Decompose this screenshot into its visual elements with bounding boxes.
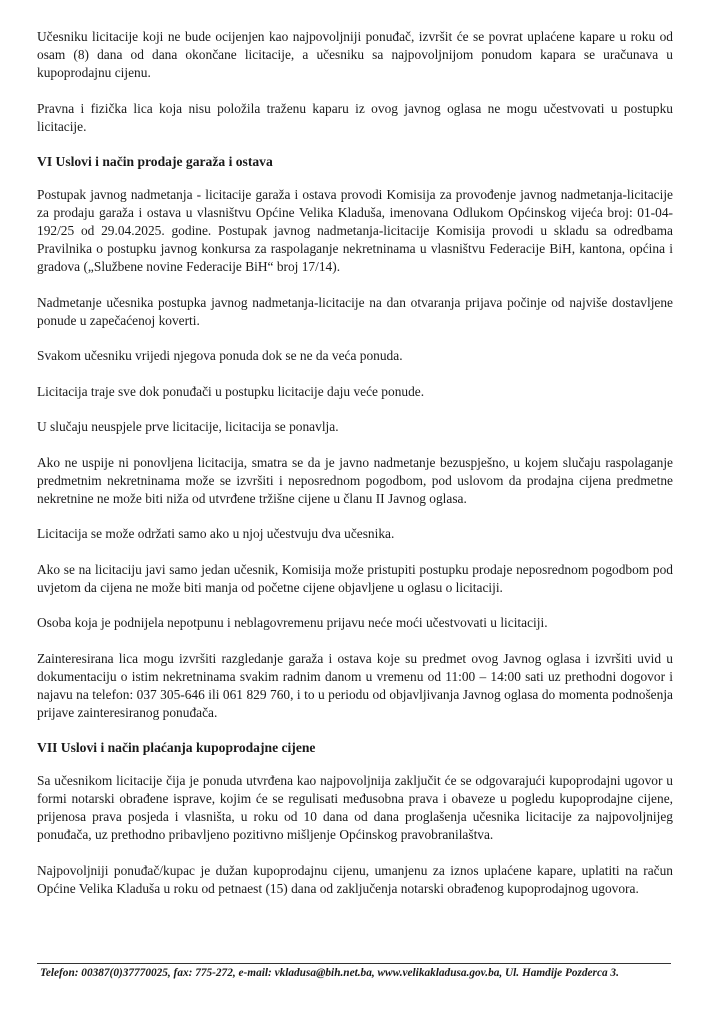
section-vi-paragraph: U slučaju neuspjele prve licitacije, licitacija se ponavlja. (37, 419, 339, 434)
section-vi-paragraph: Ako ne uspije ni ponovljena licitacija, smatra se da je javno nadmetanje bezuspješno, u kojem slučaju raspolaganje predmetnim nekretninama može se izvršiti i neposrednom pogodbom, pod uslovom da prodajna cijena predmetne nekretnine ne može biti niža od utvrđene tržišne cijene u članu II Javnog oglasa. (37, 454, 673, 506)
section-vii-paragraph: Najpovoljniji ponuđač/kupac je dužan kupoprodajnu cijenu, umanjenu za iznos uplaćene kapare, uplatiti na račun Općine Velika Kladuša u roku od petnaest (15) dana od zaključenja notarski obrađenog kupoprodajnog ugovora. (37, 862, 673, 896)
section-vi-paragraph: Zainteresirana lica mogu izvršiti razgledanje garaža i ostava koje su predmet ovog Javnog oglasa i izvršiti uvid u dokumentaciju o istim nekretninama svakim radnim danom u vremenu od 11:00 – 14:00 sati uz prethodni dogovor i najavu na telefon: 037 305-646 ili 061 829 760, i to u periodu od objavljivanja Javnog oglasa do momenta podnošenja prijave zainteresiranog ponuđača. (37, 650, 673, 720)
paragraph-deposit-requirement: Pravna i fizička lica koja nisu položila traženu kaparu iz ovog javnog oglasa ne mogu učestvovati u postupku licitacije. (37, 100, 673, 134)
section-vi-paragraph: Nadmetanje učesnika postupka javnog nadmetanja-licitacije na dan otvaranja prijava počinje od najviše dostavljene ponude u zapečaćenoj koverti. (37, 294, 673, 328)
section-heading-vii: VII Uslovi i način plaćanja kupoprodajne cijene (37, 740, 316, 755)
section-vi-paragraph: Osoba koja je podnijela nepotpunu i neblagovremenu prijavu neće moći učestvovati u licitaciji. (37, 615, 548, 630)
section-vi-paragraph: Svakom učesniku vrijedi njegova ponuda dok se ne da veća ponuda. (37, 348, 403, 363)
section-heading-vi: VI Uslovi i način prodaje garaža i ostava (37, 154, 273, 169)
section-vii-paragraph: Sa učesnikom licitacije čija je ponuda utvrđena kao najpovoljnija zaključit će se odgovarajući kupoprodajni ugovor u formi notarski obrađene isprave, kojim će se regulisati međusobna prava i obaveze u pogledu kupoprodajne cijene, prijenosa prava posjeda i vlasništa, u roku od 10 dana od dana proglašenja učesnika licitacije za najpovoljnijeg ponuđača, uz prethodno pribavljeno pozitivno mišljenje Općinskog pravobranilaštva. (37, 773, 673, 842)
section-vi-paragraph: Licitacija se može održati samo ako u njoj učestvuju dva učesnika. (37, 526, 395, 541)
document-body (37, 28, 673, 915)
section-vi-paragraph: Ako se na licitaciju javi samo jedan učesnik, Komisija može pristupiti postupku prodaje neposrednom pogodbom pod uvjetom da cijena ne može biti manja od početne cijene objavljene u oglasu o licitaciji. (37, 561, 673, 595)
paragraph-deposit-refund: Učesniku licitacije koji ne bude ocijenjen kao najpovoljniji ponuđač, izvršit će se povrat uplaćene kapare u roku od osam (8) dana od dana okončane licitacije, a učesniku sa najpovoljnijom ponudom kapara se uračunava u kupoprodajnu cijenu. (37, 29, 673, 80)
section-vi-paragraph: Postupak javnog nadmetanja - licitacije garaža i ostava provodi Komisija za provođenje javnog nadmetanja-licitacije za prodaju garaža i ostava u vlasništvu Općine Velika Kladuša, imenovana Odlukom Općinskog vijeća broj: 01-04-192/25 od 29.04.2025. godine. Postupak javnog nadmetanja-licitacije Komisija provodi u skladu sa odredbama Pravilnika o postupku javnog konkursa za raspolaganje nekretninama u vlasništvu Federacije BiH, kantona, općina i gradova („Službene novine Federacije BiH“ broj 17/14). (37, 187, 673, 274)
section-vi-paragraph: Licitacija traje sve dok ponuđači u postupku licitacije daju veće ponude. (37, 383, 425, 399)
footer-contact: Telefon: 00387(0)37770025, fax: 775-272, e-mail: vkladusa@bih.net.ba, www.velikakladusa.gov.ba, Ul. Hamdije Pozderca 3. (40, 967, 619, 979)
footer-divider (37, 963, 671, 964)
